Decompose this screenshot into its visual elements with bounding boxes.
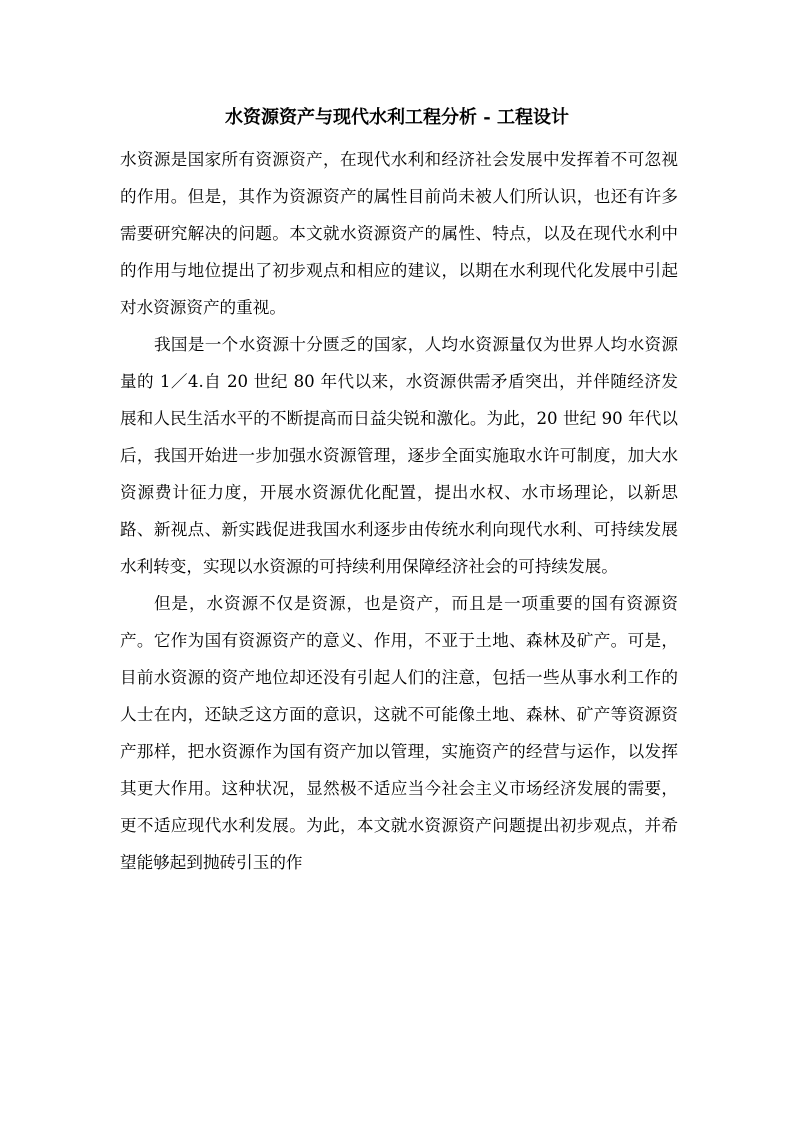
paragraph-intro: 水资源是国家所有资源资产，在现代水利和经济社会发展中发挥着不可忽视的作用。但是，其作为资源资产的属性目前尚未被人们所认识，也还有许多需要研究解决的问题。本文就水资源资产的属性、特点，以及在现代水利中的作用与地位提出了初步观点和相应的建议，以期在水利现代化发展中引起对水资源资产的重视。 bbox=[120, 150, 678, 317]
paragraph-water-scarcity: 我国是一个水资源十分匮乏的国家，人均水资源量仅为世界人均水资源量的 1／4.自 20 世纪 80 年代以来，水资源供需矛盾突出，并伴随经济发展和人民生活水平的不断提高而日益尖锐和激化。为此，20 世纪 90 年代以后，我国开始进一步加强水资源管理，逐步全面实施取水许可制度，加大水资源费计征力度，开展水资源优化配置，提出水权、水市场理论，以新思路、新视点、新实践促进我国水利逐步由传统水利向现代水利、可持续发展水利转变，实现以水资源的可持续利用保障经济社会的可持续发展。 bbox=[120, 335, 678, 576]
paragraph-water-asset: 但是，水资源不仅是资源，也是资产，而且是一项重要的国有资源资产。它作为国有资源资产的意义、作用，不亚于土地、森林及矿产。可是，目前水资源的资产地位却还没有引起人们的注意，包括一些从事水利工作的人士在内，还缺乏这方面的意识，这就不可能像土地、森林、矿产等资源资产那样，把水资源作为国有资产加以管理，实施资产的经营与运作，以发挥其更大作用。这种状况，显然极不适应当今社会主义市场经济发展的需要，更不适应现代水利发展。为此，本文就水资源资产问题提出初步观点，并希望能够起到抛砖引玉的作 bbox=[120, 594, 678, 872]
document-body bbox=[120, 141, 678, 881]
document-title: 水资源资产与现代水利工程分析 - 工程设计 bbox=[224, 107, 569, 128]
